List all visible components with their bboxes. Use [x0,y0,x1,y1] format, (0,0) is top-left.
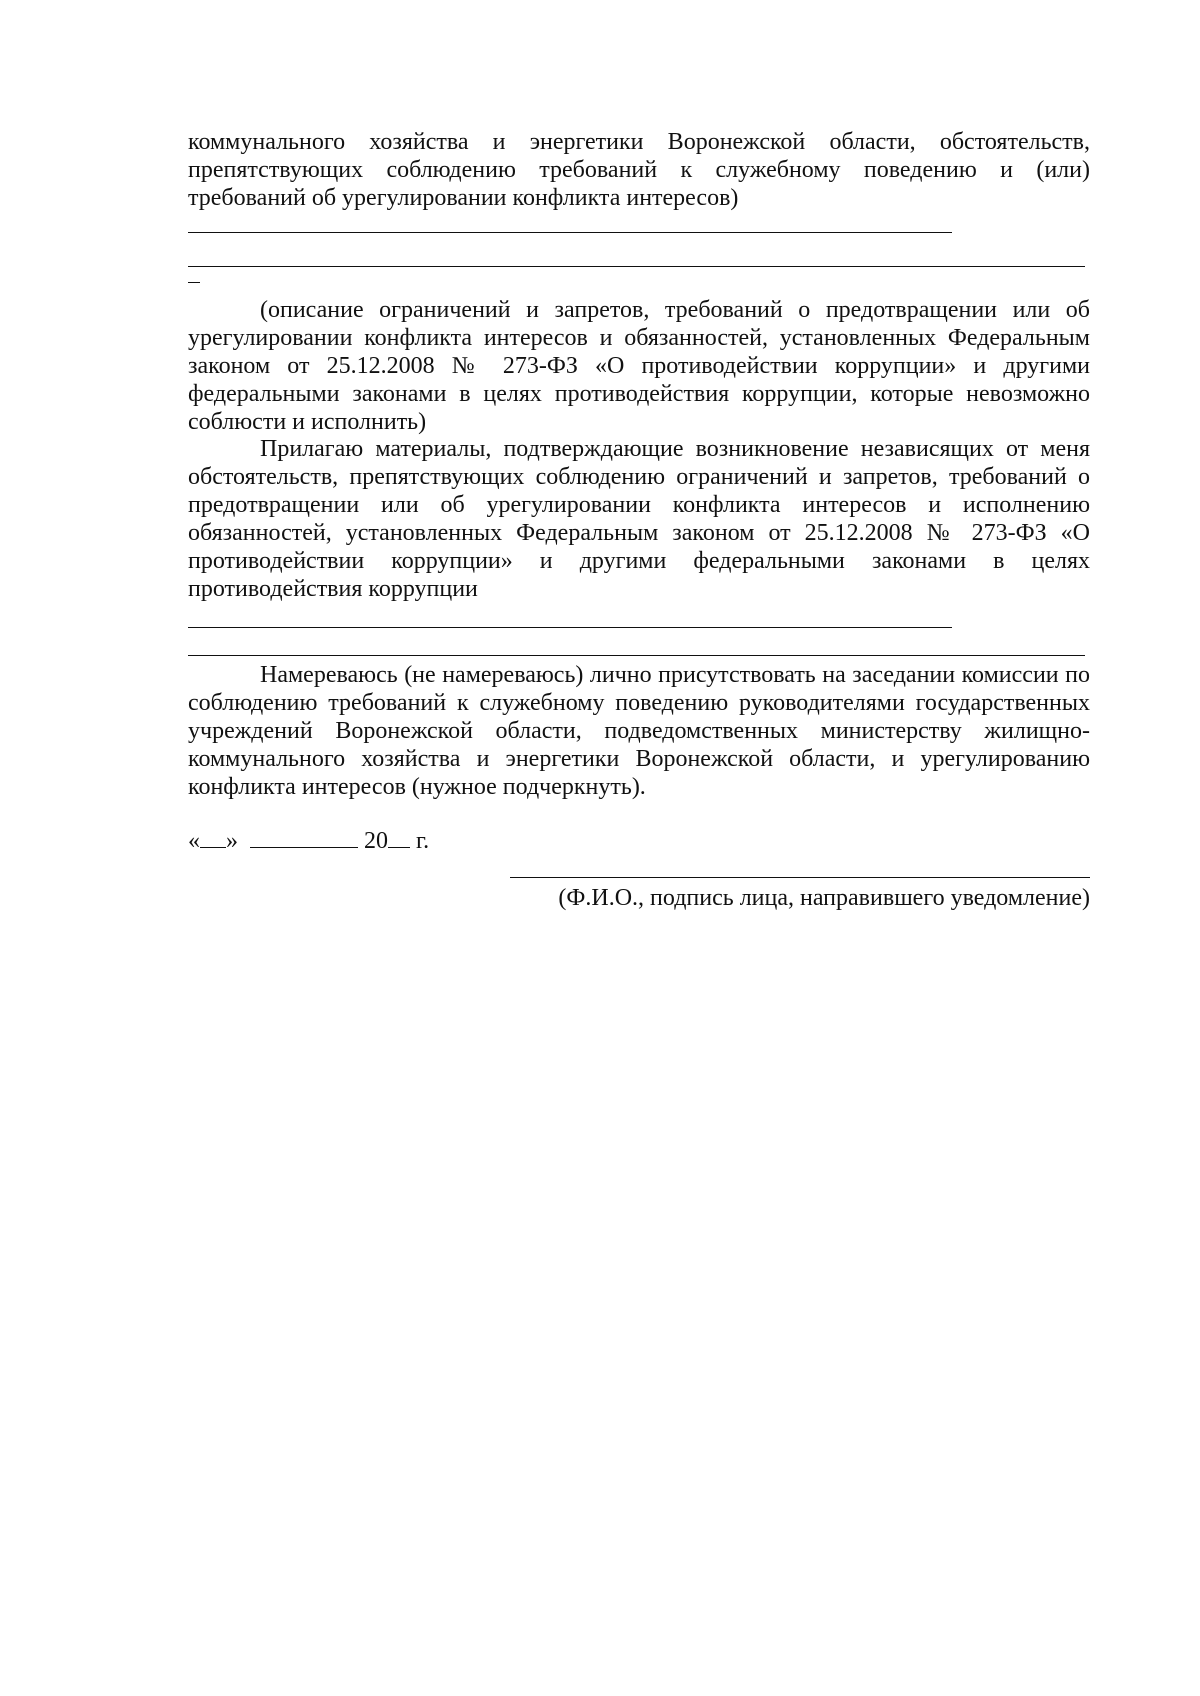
date-close-quote: » [226,828,238,854]
fill-line-2 [188,266,1085,267]
date-open-quote: « [188,828,200,854]
paragraph-restrictions: (описание ограничений и запретов, требований о предотвращении или об урегулировании конфликта интересов и обязанностей, установленных Федеральным законом от 25.12.2008 № 273-ФЗ «О противодействии коррупции» и другими федеральными законами в целях противодействия коррупции, которые невозможно соблюсти и исполнить) [188,297,1090,435]
fill-line-dash [188,282,200,283]
paragraph-attachments: Прилагаю материалы, подтверждающие возникновение независящих от меня обстоятельств, препятствующих соблюдению ограничений и запретов, требований о предотвращении или об урегулировании конфликта интересов и исполнению обязанностей, установленных Федеральным законом от 25.12.2008 № 273-ФЗ «О противодействии коррупции» и другими федеральными законами в целях противодействия коррупции [188,436,1090,602]
date-year-suffix: г. [416,828,430,854]
date-year-prefix: 20 [364,828,388,854]
paragraph-intro: коммунального хозяйства и энергетики Воронежской области, обстоятельств, препятствующих соблюдению требований к служебному поведению и (или) требований об урегулировании конфликта интересов) [188,129,1090,211]
signature-line [510,877,1090,878]
month-blank [250,825,358,848]
day-blank [200,825,226,848]
signature-caption: (Ф.И.О., подпись лица, направившего уведомление) [558,885,1090,911]
year-blank [388,825,410,848]
fill-line-4 [188,655,1085,656]
paragraph-intent: Намереваюсь (не намереваюсь) лично присутствовать на заседании комиссии по соблюдению требований к служебному поведению руководителями государственных учреждений Воронежской области, подведомственных министерству жилищно-коммунального хозяйства и энергетики Воронежской области, и урегулированию конфликта интересов (нужное подчеркнуть). [188,662,1090,800]
date-line [188,825,429,855]
fill-line-1 [188,232,952,233]
fill-line-3 [188,627,952,628]
